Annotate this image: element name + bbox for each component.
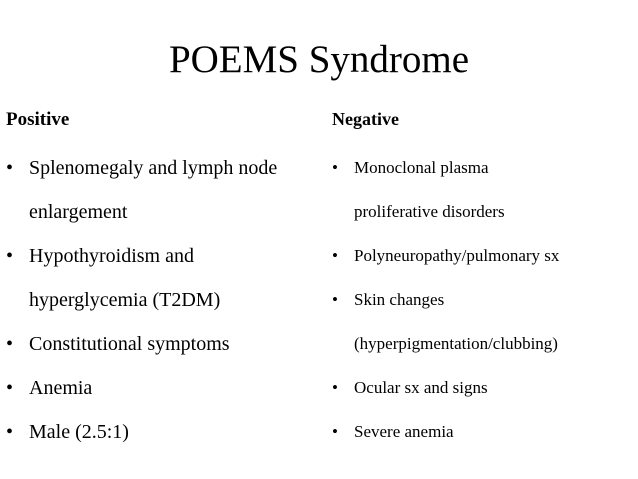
bullet-icon: • [6, 157, 14, 179]
negative-item-text: Ocular sx and signs [354, 378, 488, 397]
negative-item [332, 410, 632, 454]
negative-heading: Negative [332, 109, 399, 129]
slide-title: POEMS Syndrome [168, 38, 470, 81]
bullet-icon: • [6, 421, 14, 443]
positive-list [6, 146, 306, 454]
negative-item [332, 278, 632, 366]
bullet-icon: • [332, 378, 338, 397]
negative-list [332, 146, 632, 454]
positive-item-text: Constitutional symptoms [29, 333, 230, 355]
positive-item [6, 234, 306, 322]
bullet-icon: • [6, 377, 14, 399]
positive-item-text: Anemia [29, 377, 93, 399]
bullet-icon: • [332, 246, 338, 265]
positive-item [6, 146, 306, 234]
negative-item [332, 234, 632, 278]
positive-item-text: Splenomegaly and lymph node enlargement [29, 157, 278, 223]
bullet-icon: • [332, 158, 338, 177]
positive-item [6, 366, 306, 410]
positive-heading: Positive [6, 109, 70, 130]
positive-item-text: Male (2.5:1) [29, 421, 129, 443]
negative-item-text: Monoclonal plasma proliferative disorders [354, 158, 505, 221]
bullet-icon: • [332, 290, 338, 309]
negative-item-text: Polyneuropathy/pulmonary sx [354, 246, 560, 265]
negative-item [332, 366, 632, 410]
bullet-icon: • [6, 333, 14, 355]
negative-item-text: Skin changes (hyperpigmentation/clubbing) [354, 290, 558, 353]
positive-item-text: Hypothyroidism and hyperglycemia (T2DM) [29, 245, 221, 311]
positive-item [6, 322, 306, 366]
bullet-icon: • [332, 422, 338, 441]
negative-item-text: Severe anemia [354, 422, 454, 441]
positive-item [6, 410, 306, 454]
negative-item [332, 146, 632, 234]
bullet-icon: • [6, 245, 14, 267]
